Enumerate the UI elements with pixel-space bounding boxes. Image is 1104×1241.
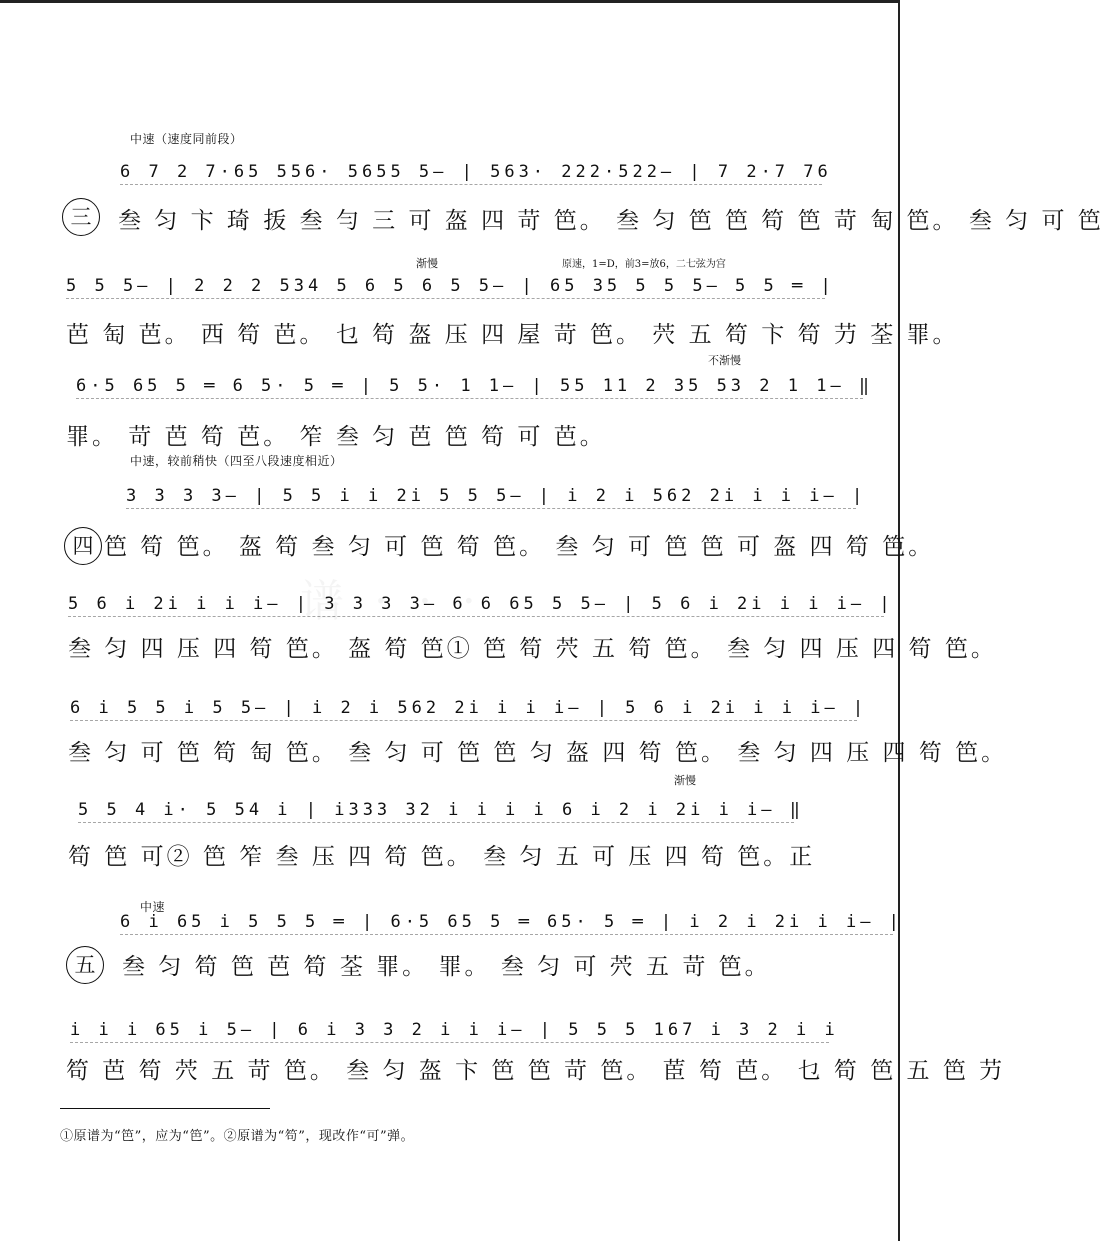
section-3-tablature-row-1: 叁 匀 卞 琦 㧞 叁 勻 三 可 盔 四 苛 笆。 叁 匀 笆 笆 笱 笆 苛 匋 笆。 叁 匀 可 笆 [118,208,1104,234]
section-4-tempo: 中速，较前稍快（四至八段速度相近） [130,454,343,468]
section-4-tablature-row-4: 笱 笆 可② 笆 笮 叁 压 四 笱 笆。 叁 匀 五 可 压 四 笱 笆。正 [68,844,816,870]
section-4-label: 四 [64,527,102,565]
section-4-tablature-row-2: 叁 匀 四 压 四 笱 笆。 盔 笱 笆① 笆 笱 茓 五 笱 笆。 叁 匀 四 压 四 笱 笆。 [68,636,997,662]
section-4-tablature-row-1: 笆 笱 笆。 盔 笱 叁 匀 可 笆 笱 笆。 叁 匀 可 笆 笆 可 盔 四 笱 笆。 [104,534,935,560]
section-4-notation-row-4: 5 5 4 i· 5 54 i | i333 32 i i i i 6 i 2 i 2i i i— ‖ [78,800,804,820]
section-5-notation-row-1: 6 i 65 i 5 5 5 ═ | 6·5 65 5 ═ 65· 5 ═ | i 2 i 2i i i— | [120,912,903,932]
section-5-tablature-row-1: 叁 匀 笱 笆 芭 笱 荃 罪。 罪。 叁 匀 可 茓 五 苛 笆。 [122,954,771,980]
section-5-label: 五 [66,946,104,984]
section-3-notation-row-2: 5 5 5— | 2 2 2 534 5 6 5 6 5 5— | 65 35 5 5 5— 5 5 ═ | [66,276,835,296]
section-3-notation-row-3: 6·5 65 5 ═ 6 5· 5 ═ | 5 5· 1 1— | 55 11 2 35 53 2 1 1— ‖ [76,376,874,396]
section-4-notation-row-2: 5 6 i 2i i i i— | 3 3 3 3— 6 6 65 5 5— | 5 6 i 2i i i i— | [68,594,894,614]
section-3-note-original-tempo: 原速，1=D，前3=放6，二七弦为宫 [562,259,726,270]
section-5-tablature-row-2: 笱 芭 笱 茓 五 苛 笆。 叁 匀 盔 卞 笆 笆 苛 笆。 茞 笱 芭。 乜 笱 笆 五 笆 芀 [66,1058,1006,1084]
footnote: ①原谱为“笆”，应为“笆”。②原谱为“笱”，现改作“可”弹。 [60,1129,415,1144]
section-4-notation-row-1: 3 3 3 3— | 5 5 i i 2i 5 5 5— | i 2 i 562 2i i i i— | [126,486,867,506]
section-3-mark-slow: 渐慢 [416,257,438,270]
footnote-rule [60,1108,270,1109]
section-3-tempo: 中速（速度同前段） [130,132,243,146]
section-4-tablature-row-3: 叁 匀 可 笆 笱 匋 笆。 叁 匀 可 笆 笆 匀 盔 四 笱 笆。 叁 匀 四 压 四 笱 笆。 [68,740,1008,766]
section-3-tablature-row-3: 罪。 苛 芭 笱 芭。 笮 叁 匀 芭 笆 笱 可 芭。 [66,424,606,450]
section-5-tempo: 中速 [140,900,166,914]
section-3-mark-no-slow: 不渐慢 [708,354,741,367]
section-4-notation-row-3: 6 i 5 5 i 5 5— | i 2 i 562 2i i i i— | 5 6 i 2i i i i— | [70,698,868,718]
section-3-label: 三 [62,198,100,236]
section-4-mark-slow: 渐慢 [674,774,696,787]
section-3-notation-row-1: 6 7 2 7·65 556· 5655 5— | 563· 222·522— | 7 2·7 76 [120,162,832,182]
section-3-tablature-row-2: 芭 匋 芭。 西 笱 芭。 乜 笱 盔 压 四 屋 苛 笆。 茓 五 笱 卞 笱 芀 荃 罪。 [66,322,959,348]
page-edge-top [0,0,900,3]
section-5-notation-row-2: i i i 65 i 5— | 6 i 3 3 2 i i i— | 5 5 5 167 i 3 2 i i [70,1020,839,1040]
